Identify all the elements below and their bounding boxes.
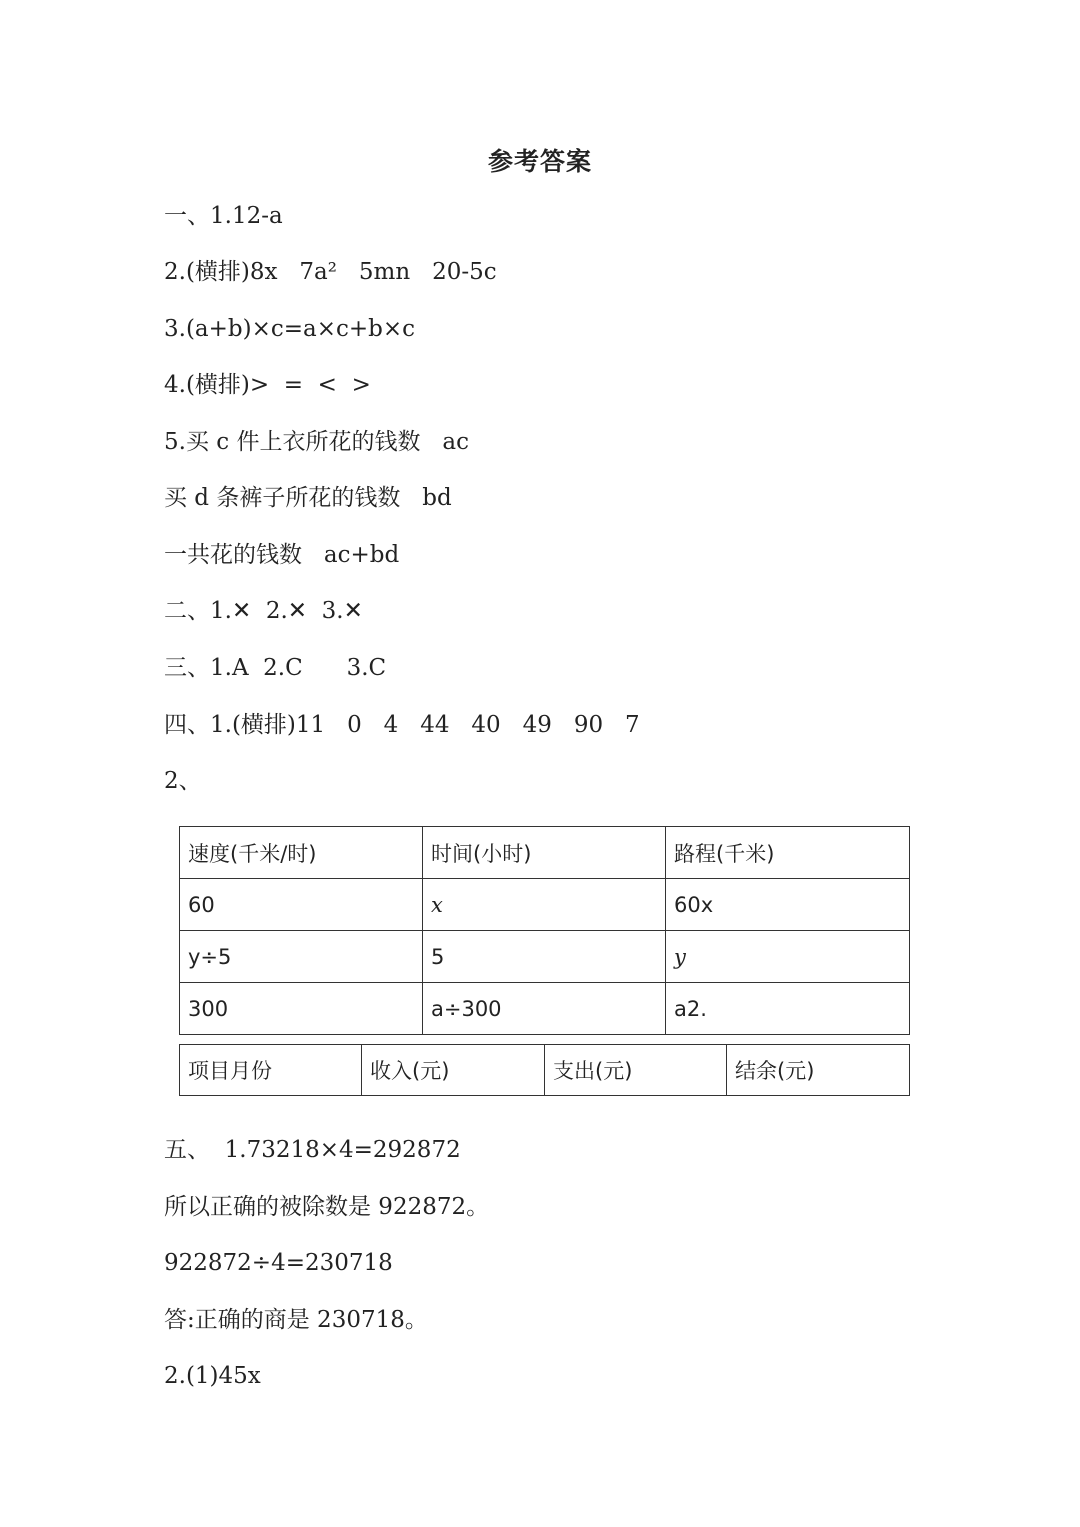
table-cell: 60x — [666, 879, 910, 931]
answer-1-2: 2.(横排)8x 7a² 5mn 20-5c — [164, 259, 497, 285]
table-cell: y — [666, 931, 910, 983]
table-header-cell: 结余(元) — [727, 1045, 910, 1096]
table-header-cell: 路程(千米) — [666, 827, 910, 879]
speed-time-distance-table — [179, 826, 910, 1035]
table-cell: a2. — [666, 983, 910, 1035]
page-title: 参考答案 — [487, 147, 592, 176]
table-cell: 5 — [423, 931, 666, 983]
table-cell: a÷300 — [423, 983, 666, 1035]
answer-1-4: 4.(横排)> = < > — [164, 372, 371, 398]
answer-5-2: 2.(1)45x — [164, 1363, 261, 1389]
table-row — [180, 983, 910, 1035]
table-header-cell: 支出(元) — [545, 1045, 727, 1096]
table-header-row — [180, 1045, 910, 1096]
table-cell: y÷5 — [180, 931, 423, 983]
answer-1-3: 3.(a+b)×c=a×c+b×c — [164, 316, 416, 342]
answer-4-1: 四、1.(横排)11 0 4 44 40 49 90 7 — [164, 712, 640, 738]
answer-section-2: 二、1.✕ 2.✕ 3.✕ — [164, 598, 363, 624]
answer-5-1-line4: 答:正确的商是 230718。 — [164, 1307, 428, 1333]
answer-5-1: 五、 1.73218×4=292872 — [164, 1137, 461, 1163]
table-header-cell: 速度(千米/时) — [180, 827, 423, 879]
table-header-cell: 收入(元) — [362, 1045, 545, 1096]
table-cell: x — [423, 879, 666, 931]
answer-4-2: 2、 — [164, 768, 202, 794]
table-header-row — [180, 827, 910, 879]
answer-1-5-line3: 一共花的钱数 ac+bd — [164, 542, 400, 568]
table-row — [180, 879, 910, 931]
table-row — [180, 931, 910, 983]
answer-1-5-line1: 5.买 c 件上衣所花的钱数 ac — [164, 429, 469, 455]
answer-1-1: 一、1.12-a — [164, 203, 283, 229]
table-header-cell: 项目月份 — [180, 1045, 362, 1096]
table-cell: 60 — [180, 879, 423, 931]
answer-section-3: 三、1.A 2.C 3.C — [164, 655, 387, 681]
table-cell: 300 — [180, 983, 423, 1035]
answer-5-1-line3: 922872÷4=230718 — [164, 1250, 393, 1276]
income-expense-table — [179, 1044, 910, 1096]
table-header-cell: 时间(小时) — [423, 827, 666, 879]
answer-1-5-line2: 买 d 条裤子所花的钱数 bd — [164, 485, 452, 511]
answer-5-1-line2: 所以正确的被除数是 922872。 — [164, 1194, 490, 1220]
